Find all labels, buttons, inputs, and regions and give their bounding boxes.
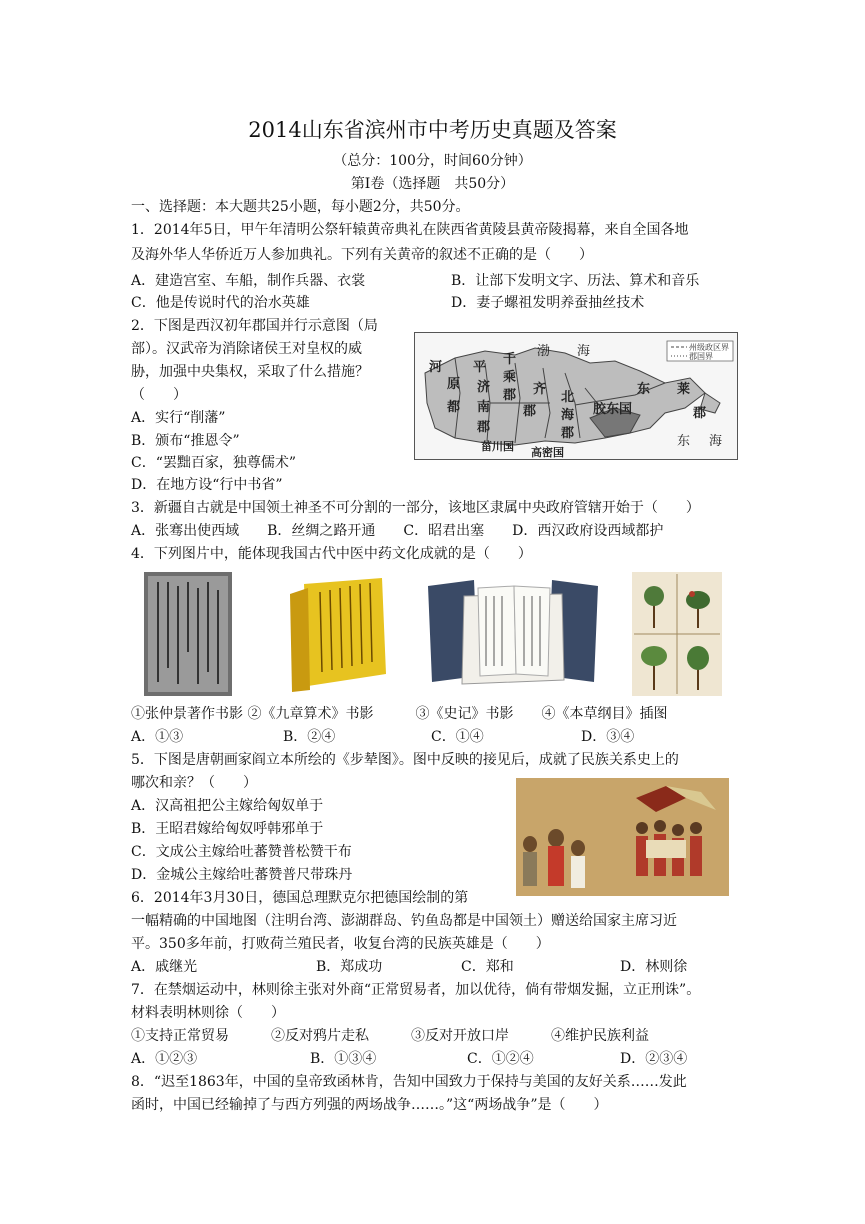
map-label: 高密国 bbox=[531, 446, 564, 459]
q7-option-d: D．②③④ bbox=[620, 1051, 688, 1067]
q5-option-b: B．王昭君嫁给匈奴呼韩邪单于 bbox=[131, 821, 324, 837]
q1-stem-line-2: 及海外华人华侨近万人参加典礼。下列有关黄帝的叙述不正确的是（ ） bbox=[131, 247, 593, 263]
map-label: 莱 bbox=[677, 382, 691, 397]
q6-option-b: B．郑成功 bbox=[316, 959, 383, 975]
map-label: 东 bbox=[677, 434, 691, 449]
page-title: 2014山东省滨州市中考历史真题及答案 bbox=[248, 118, 617, 142]
q7-stem-line-2: 材料表明林则徐（ ） bbox=[131, 1005, 285, 1021]
section-heading: 第Ⅰ卷（选择题 共50分） bbox=[350, 176, 515, 192]
q6-stem-line-1: 6．2014年3月30日，德国总理默克尔把德国绘制的第 bbox=[131, 890, 469, 906]
q2-stem-line-1: 2．下图是西汉初年郡国并行示意图（局 bbox=[131, 318, 378, 334]
q5-option-d: D．金城公主嫁给吐蕃赞普尺带珠丹 bbox=[131, 867, 353, 883]
q7-option-c: C．①②④ bbox=[467, 1051, 534, 1067]
q1-option-d: D．妻子螺祖发明养蚕抽丝技术 bbox=[451, 295, 645, 311]
q6-stem-line-2: 一幅精确的中国地图（注明台湾、澎湖群岛、钓鱼岛都是中国领土）赠送给国家主席习近 bbox=[131, 913, 677, 929]
q4-option-d: D．③④ bbox=[581, 729, 635, 745]
q7-stem-line-1: 7．在禁烟运动中，林则徐主张对外商“正常贸易者，加以优待，倘有带烟发掘，立正刑诛”。 bbox=[131, 982, 701, 998]
q4-option-a: A．①③ bbox=[131, 729, 184, 745]
q3-stem: 3．新疆自古就是中国领土神圣不可分割的一部分，该地区隶属中央政府管辖开始于（ ） bbox=[131, 500, 700, 516]
q1-option-b: B．让部下发明文字、历法、算术和音乐 bbox=[451, 273, 700, 289]
q2-stem-line-2: 部）。汉武帝为消除诸侯王对皇权的威 bbox=[131, 341, 362, 357]
q6-stem-line-3: 平。350多年前，打败荷兰殖民者，收复台湾的民族英雄是（ ） bbox=[131, 936, 550, 952]
bunian-tu-painting bbox=[516, 778, 729, 896]
q5-option-a: A．汉高祖把公主嫁给匈奴单于 bbox=[131, 798, 324, 814]
book-page-image bbox=[144, 572, 232, 696]
q5-stem-line-1: 5．下图是唐朝画家阎立本所绘的《步辇图》。图中反映的接见后，成就了民族关系史上的 bbox=[131, 752, 679, 768]
exam-info: （总分：100分，时间60分钟） bbox=[333, 153, 532, 169]
scroll-image bbox=[286, 574, 390, 694]
q4-option-c: C．①④ bbox=[431, 729, 484, 745]
map-label: 胶东国 bbox=[593, 402, 633, 417]
map-legend-2: 郡国界 bbox=[689, 352, 713, 361]
map-label: 河 bbox=[429, 360, 443, 375]
map-label: 渤 bbox=[537, 344, 551, 359]
q7-option-b: B．①③④ bbox=[310, 1051, 377, 1067]
shiji-books-photo bbox=[424, 576, 602, 688]
q6-option-d: D．林则徐 bbox=[620, 959, 688, 975]
q7-option-a: A．①②③ bbox=[131, 1051, 198, 1067]
q2-stem-line-3: 胁，加强中央集权，采取了什么措施？ bbox=[131, 364, 369, 380]
map-legend-1: 州级政区界 bbox=[689, 343, 729, 352]
q8-stem-line-2: 函时，中国已经输掉了与西方列强的两场战争……。”这“两场战争”是（ ） bbox=[131, 1097, 608, 1113]
map-label: 海 bbox=[709, 434, 723, 449]
map-label: 乘 bbox=[503, 370, 517, 385]
q4-option-b: B．②④ bbox=[283, 729, 336, 745]
q2-option-c: C．“罢黜百家，独尊儒术” bbox=[131, 455, 297, 471]
map-label: 南 bbox=[477, 400, 491, 415]
zhang-zhongjing-book-photo bbox=[144, 572, 232, 696]
painting-image bbox=[516, 778, 729, 896]
q8-stem-line-1: 8．“迟至1863年，中国的皇帝致函林肯，告知中国致力于保持与美国的友好关系……发此 bbox=[131, 1074, 687, 1090]
part-heading: 一、选择题：本大题共25小题，每小题2分，共50分。 bbox=[131, 199, 470, 215]
map-label: 北 bbox=[561, 390, 575, 405]
q1-option-a: A．建造宫室、车船，制作兵器、衣裳 bbox=[131, 273, 366, 289]
map-label: 郡 bbox=[561, 426, 575, 441]
map-label: 海 bbox=[561, 408, 575, 423]
herb-illustration-image bbox=[632, 572, 722, 696]
map-label: 郡 bbox=[693, 406, 707, 421]
map-label: 东 bbox=[637, 382, 651, 397]
q2-option-b: B．颁布“推恩令” bbox=[131, 433, 240, 449]
q7-items: ①支持正常贸易 ②反对鸦片走私 ③反对开放口岸 ④维护民族利益 bbox=[131, 1028, 649, 1044]
map-label: 郡 bbox=[503, 388, 517, 403]
q1-stem-line-1: 1．2014年5日，甲午年清明公祭轩辕黄帝典礼在陕西省黄陵县黄帝陵揭幕，来自全国各地 bbox=[131, 222, 689, 238]
q5-stem-line-2: 哪次和亲？（ ） bbox=[131, 775, 257, 791]
western-han-commandery-map bbox=[414, 332, 738, 460]
books-image bbox=[424, 576, 602, 688]
map-drawing bbox=[415, 333, 737, 459]
map-label: 郡 bbox=[477, 420, 491, 435]
bencao-gangmu-illustration bbox=[632, 572, 722, 696]
map-label: 原 bbox=[447, 377, 461, 392]
map-label: 千 bbox=[503, 352, 517, 367]
q4-stem: 4．下列图片中，能体现我国古代中医中药文化成就的是（ ） bbox=[131, 546, 532, 562]
map-label: 菑川国 bbox=[481, 440, 514, 453]
map-label: 都 bbox=[447, 400, 461, 415]
map-label: 海 bbox=[577, 344, 591, 359]
q2-option-d: D．在地方设“行中书省” bbox=[131, 477, 283, 493]
map-label: 齐 bbox=[533, 382, 547, 397]
map-label: 平 bbox=[473, 360, 487, 375]
jiuzhang-suanshu-scroll-photo bbox=[286, 574, 390, 694]
q6-option-c: C．郑和 bbox=[461, 959, 514, 975]
q6-option-a: A．戚继光 bbox=[131, 959, 198, 975]
q2-stem-line-4: （ ） bbox=[131, 387, 187, 403]
q5-option-c: C．文成公主嫁给吐蕃赞普松赞干布 bbox=[131, 844, 352, 860]
q2-option-a: A．实行“削藩” bbox=[131, 410, 226, 426]
q4-image-captions: ①张仲景著作书影 ②《九章算术》书影 ③《史记》书影 ④《本草纲目》插图 bbox=[131, 706, 668, 722]
map-label: 郡 bbox=[523, 404, 537, 419]
q3-options: A．张骞出使西域 B．丝绸之路开通 C．昭君出塞 D．西汉政府设西域都护 bbox=[131, 523, 664, 539]
map-label: 济 bbox=[477, 380, 491, 395]
q1-option-c: C．他是传说时代的治水英雄 bbox=[131, 295, 310, 311]
